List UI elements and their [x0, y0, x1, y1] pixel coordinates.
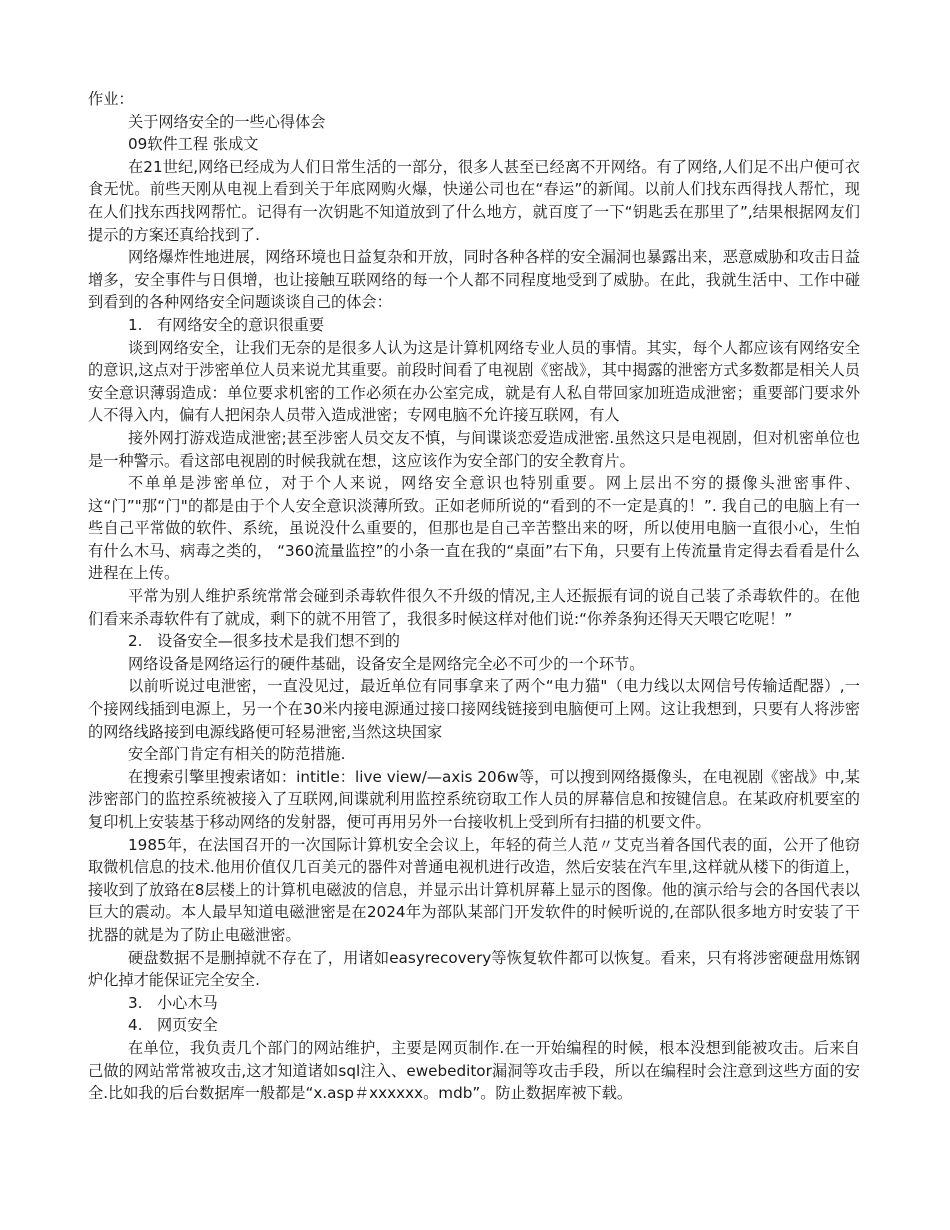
section-heading-4: 4. 网页安全	[128, 1016, 218, 1035]
document-page	[88, 88, 860, 1105]
document-title: 关于网络安全的一些心得体会	[128, 112, 326, 131]
section2-paragraph: 硬盘数据不是删掉就不存在了，用诸如easyrecovery等恢复软件都可以恢复。看来，只有将涉密硬盘用炼钢炉化掉才能保证完全安全.	[88, 948, 860, 990]
section-heading-3: 3. 小心木马	[128, 993, 218, 1012]
section4-paragraph: 在单位，我负责几个部门的网站维护，主要是网页制作.在一开始编程的时候，根本没想到能被攻击。后来自己做的网站常常被攻击,这才知道诸如sql注入、ewebeditor漏洞等攻击手段，所以在编程时会注意到这些方面的安全.比如我的后台数据库一般都是“x.asp＃xxxxxx。mdb”。防止数据库被下载。	[88, 1038, 860, 1103]
section2-paragraph: 1985年，在法国召开的一次国际计算机安全会议上，年轻的荷兰人范〃艾克当着各国代表的面，公开了他窃取微机信息的技术.他用价值仅几百美元的器件对普通电视机进行改造，然后安装在汽车里,这样就从楼下的街道上，接收到了放臵在8层楼上的计算机电磁波的信息，并显示出计算机屏幕上显示的图像。他的演示给与会的各国代表以巨大的震动。本人最早知道电磁泄密是在2024年为部队某部门开发软件的时候听说的,在部队很多地方时安装了干扰器的就是为了防止电磁泄密。	[88, 835, 860, 944]
section2-paragraph: 网络设备是网络运行的硬件基础，设备安全是网络完全必不可少的一个环节。	[128, 654, 645, 673]
intro-paragraph: 在21世纪,网络已经成为人们日常生活的一部分，很多人甚至已经离不开网络。有了网络,人们足不出户便可衣食无忧。前些天刚从电视上看到关于年底网购火爆，快递公司也在“春运”的新闻。以前人们找东西得找人帮忙，现在人们找东西找网帮忙。记得有一次钥匙不知道放到了什么地方，就百度了一下“钥匙丢在那里了”,结果根据网友们提示的方案还真给找到了.	[88, 157, 860, 244]
intro-paragraph: 网络爆炸性地进展，网络环境也日益复杂和开放，同时各种各样的安全漏洞也暴露出来，恶意威胁和攻击日益增多，安全事件与日俱增，也让接触互联网络的每一个人都不同程度地受到了威胁。在此，我就生活中、工作中碰到看到的各种网络安全问题谈谈自己的体会：	[88, 248, 860, 312]
section-heading-2: 2. 设备安全—很多技术是我们想不到的	[128, 632, 400, 651]
section2-paragraph: 安全部门肯定有相关的防范措施.	[128, 745, 346, 764]
section1-paragraph: 谈到网络安全，让我们无奈的是很多人认为这是计算机网络专业人员的事情。其实，每个人都应该有网络安全的意识,这点对于涉密单位人员来说尤其重要。前段时间看了电视剧《密战》，其中揭露的泄密方式多数都是相关人员安全意识薄弱造成：单位要求机密的工作必须在办公室完成，就是有人私自带回家加班造成泄密；重要部门要求外人不得入内，偏有人把闲杂人员带入造成泄密；专网电脑不允许接互联网，有人	[88, 338, 860, 425]
section2-paragraph: 以前听说过电泄密，一直没见过，最近单位有同事拿来了两个“电力猫"（电力线以太网信号传输适配器）,一个接网线插到电源上，另一个在30米内接电源通过接口接网线链接到电脑便可上网。这让我想到，只要有人将涉密的网络线路接到电源线路便可轻易泄密,当然这块国家	[88, 677, 860, 741]
section1-paragraph: 不单单是涉密单位，对于个人来说，网络安全意识也特别重要。网上层出不穷的摄像头泄密事件、这“门”"那“门"的都是由于个人安全意识淡薄所致。正如老师所说的“看到的不一定是真的！”. 我自己的电脑上有一些自己平常做的软件、系统，虽说没什么重要的，但那也是自己辛苦整出来的呀，所以使用电脑一直很小心，生怕有什么木马、病毒之类的， “360流量监控”的小条一直在我的“桌面”右下角，只要有上传流量肯定得去看看是什么进程在上传。	[88, 474, 860, 583]
author-line: 09软件工程 张成文	[128, 135, 259, 154]
section1-paragraph: 平常为别人维护系统常常会碰到杀毒软件很久不升级的情况,主人还振振有词的说自己装了杀毒软件的。在他们看来杀毒软件有了就成，剩下的就不用管了，我很多时候这样对他们说:“你养条狗还得天天喂它吃呢！”	[88, 587, 860, 628]
section2-paragraph: 在搜索引擎里搜索诸如：intitle：live view/—axis 206w等，可以搜到网络摄像头，在电视剧《密战》中,某涉密部门的监控系统被接入了互联网,间谍就利用监控系统窃取工作人员的屏幕信息和按键信息。在某政府机要室的复印机上安装基于移动网络的发射器，便可再用另外一台接收机上受到所有扫描的机要文件。	[88, 767, 860, 831]
section-heading-1: 1. 有网络安全的意识很重要	[128, 315, 325, 334]
section1-paragraph: 接外网打游戏造成泄密;甚至涉密人员交友不慎，与间谍谈恋爱造成泄密.虽然这只是电视剧，但对机密单位也是一种警示。看这部电视剧的时候我就在想，这应该作为安全部门的安全教育片。	[88, 428, 860, 470]
assignment-label: 作业：	[88, 90, 134, 108]
